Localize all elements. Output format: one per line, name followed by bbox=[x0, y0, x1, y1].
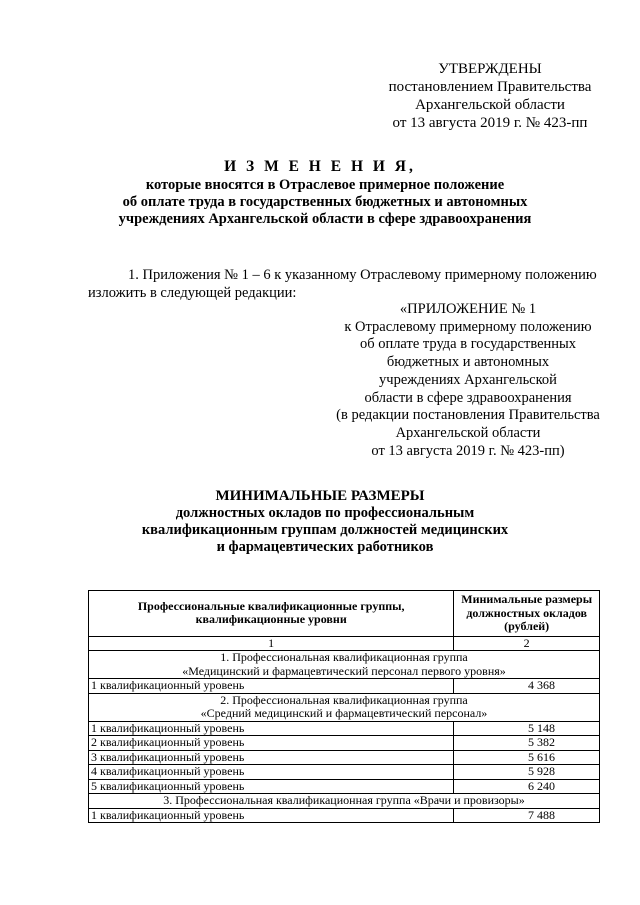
table-row bbox=[89, 736, 600, 751]
approval-line: Архангельской области bbox=[415, 97, 565, 113]
level-cell: 3 квалификационный уровень bbox=[89, 750, 454, 765]
sizes-subtitle-line: квалификационным группам должностей медицинских bbox=[141, 522, 509, 538]
group-row bbox=[89, 651, 600, 679]
sizes-subtitle bbox=[60, 505, 590, 556]
table-row bbox=[89, 779, 600, 794]
level-cell: 1 квалификационный уровень bbox=[89, 679, 454, 694]
approval-line: от 13 августа 2019 г. № 423-пп bbox=[392, 115, 588, 131]
value-cell: 6 240 bbox=[454, 779, 600, 794]
appendix-line: «ПРИЛОЖЕНИЕ № 1 bbox=[399, 301, 537, 317]
appendix-line: к Отраслевому примерному положению bbox=[344, 318, 592, 335]
salary-table bbox=[88, 590, 600, 823]
value-cell: 4 368 bbox=[454, 679, 600, 694]
appendix-heading bbox=[318, 301, 618, 460]
table-row bbox=[89, 721, 600, 736]
colnum-1: 1 bbox=[89, 636, 454, 651]
paragraph-line: изложить в следующей редакции: bbox=[88, 285, 297, 301]
level-cell: 4 квалификационный уровень bbox=[89, 765, 454, 780]
appendix-line: области в сфере здравоохранения bbox=[364, 389, 572, 406]
level-cell: 2 квалификационный уровень bbox=[89, 736, 454, 751]
appendix-line: об оплате труда в государственных bbox=[359, 336, 577, 353]
approval-line: постановлением Правительства bbox=[388, 79, 592, 95]
appendix-line: от 13 августа 2019 г. № 423-пп) bbox=[371, 442, 565, 459]
changes-subtitle-line: об оплате труда в государственных бюджетных и автономных bbox=[122, 194, 528, 210]
value-cell: 5 148 bbox=[454, 721, 600, 736]
paragraph-1 bbox=[88, 266, 608, 302]
appendix-line: учреждениях Архангельской bbox=[379, 371, 557, 388]
approval-line: УТВЕРЖДЕНЫ bbox=[438, 61, 542, 77]
appendix-line: бюджетных и автономных bbox=[386, 354, 550, 371]
changes-title: И З М Е Н Е Н И Я, bbox=[224, 158, 416, 175]
table-row bbox=[89, 750, 600, 765]
table-row bbox=[89, 808, 600, 823]
group-row bbox=[89, 693, 600, 721]
group-row bbox=[89, 794, 600, 809]
level-cell: 5 квалификационный уровень bbox=[89, 779, 454, 794]
table-row bbox=[89, 765, 600, 780]
group-title: 3. Профессиональная квалификационная группа «Врачи и провизоры» bbox=[89, 794, 600, 809]
header-groups: Профессиональные квалификационные группы, квалификационные уровни bbox=[89, 591, 454, 637]
changes-subtitle bbox=[60, 177, 590, 228]
table-colnum-row bbox=[89, 636, 600, 651]
changes-subtitle-line: учреждениях Архангельской области в сфере здравоохранения bbox=[118, 211, 532, 227]
group-title: 2. Профессиональная квалификационная группа «Средний медицинский и фармацевтический персонал» bbox=[89, 693, 600, 721]
level-cell: 1 квалификационный уровень bbox=[89, 808, 454, 823]
appendix-line: (в редакции постановления Правительства bbox=[336, 407, 600, 424]
value-cell: 5 616 bbox=[454, 750, 600, 765]
table-header-row bbox=[89, 591, 600, 637]
level-cell: 1 квалификационный уровень bbox=[89, 721, 454, 736]
group-title: 1. Профессиональная квалификационная группа «Медицинский и фармацевтический персонал первого уровня» bbox=[89, 651, 600, 679]
header-salaries: Минимальные размеры должностных окладов (рублей) bbox=[454, 591, 600, 637]
value-cell: 7 488 bbox=[454, 808, 600, 823]
sizes-subtitle-line: и фармацевтических работников bbox=[216, 539, 434, 555]
sizes-subtitle-line: должностных окладов по профессиональным bbox=[175, 505, 475, 521]
colnum-2: 2 bbox=[454, 636, 600, 651]
sizes-title: МИНИМАЛЬНЫЕ РАЗМЕРЫ bbox=[215, 488, 425, 504]
value-cell: 5 382 bbox=[454, 736, 600, 751]
approval-stamp bbox=[380, 60, 600, 132]
changes-subtitle-line: которые вносятся в Отраслевое примерное положение bbox=[145, 177, 505, 193]
table-row bbox=[89, 679, 600, 694]
paragraph-line: 1. Приложения № 1 – 6 к указанному Отраслевому примерному положению bbox=[128, 267, 597, 283]
value-cell: 5 928 bbox=[454, 765, 600, 780]
appendix-line: Архангельской области bbox=[395, 424, 541, 441]
